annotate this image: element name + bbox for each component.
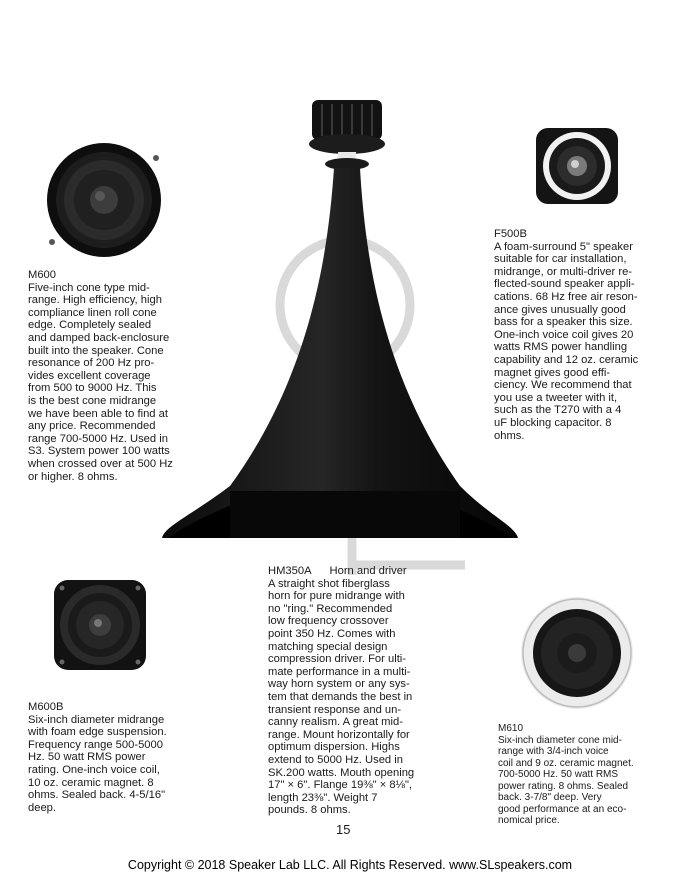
m600b-speaker-image	[52, 578, 148, 672]
hm350a-description: A straight shot fiberglass horn for pure midrange with no "ring." Recommended low frequency crossover point 350 Hz. Comes with matching special design compression driver. For ulti- mate performance in a multi- way horn system or any sys- tem that demands the best in transient response and un- canny realism. A great mid- range. Mount horizontally for optimum dispersion. Highs extend to 5000 Hz. Used in SK.200 watts. Mouth opening 17" × 6". Flange 19⅜" × 8⅛", length 23⅜". Weight 7 pounds. 8 ohms.	[268, 577, 415, 817]
m600b-description: Six-inch diameter midrange with foam edge suspension. Frequency range 500-5000 Hz. 50 watt RMS power rating. One-inch voice coil, 10 oz. ceramic magnet. 8 ohms. Sealed back. 4-5/16" deep.	[28, 713, 167, 814]
f500b-speaker-image	[534, 126, 620, 206]
m600b-model-name: M600B	[28, 701, 64, 713]
m600-speaker-image	[44, 142, 168, 260]
m600-description-block	[28, 269, 188, 483]
f500b-description-block	[494, 228, 650, 442]
m600b-description-block	[28, 701, 186, 814]
f500b-description: A foam-surround 5" speaker suitable for car installation, midrange, or multi-driver re- flected-sound speaker appli- cations. 68 Hz free air reson- ance gives unusually good bass for a speaker this size. One-inch voice coil gives 20 watts RMS power handling capability and 12 oz. ceramic magnet gives good effi- ciency. We recommend that you use a tweeter with it, such as the T270 with a 4 uF blocking capacitor. 8 ohms.	[494, 240, 639, 442]
m610-model-name: M610	[498, 723, 524, 734]
hm350a-subtitle: Horn and driver	[329, 565, 407, 577]
m610-description: Six-inch diameter cone mid- range with 3/4-inch voice coil and 9 oz. ceramic magnet. 700-5000 Hz. 50 watt RMS power rating. 8 ohms. Sealed back. 3-7/8" deep. Very good performance at an eco- nomical price.	[498, 734, 634, 826]
f500b-model-name: F500B	[494, 228, 527, 240]
m610-speaker-image	[518, 596, 636, 710]
hm350a-model-name: HM350A	[268, 565, 312, 577]
m610-description-block	[498, 723, 653, 827]
m600-model-name: M600	[28, 269, 56, 281]
hm350a-description-block	[268, 565, 428, 817]
hm350a-horn-image	[160, 96, 520, 544]
page-number: 15	[336, 822, 351, 837]
copyright-footer: Copyright © 2018 Speaker Lab LLC. All Rights Reserved. www.SLspeakers.com	[127, 858, 573, 872]
m600-description: Five-inch cone type mid- range. High efficiency, high compliance linen roll cone edge. Completely sealed and damped back-enclosure built into the speaker. Cone resonance of 200 Hz pro- vides excellent coverage from 500 to 9000 Hz. This is the best cone midrange we have been able to find at any price. Recommended range 700-5000 Hz. Used in S3. System power 100 watts when crossed over at 500 Hz or higher. 8 ohms.	[28, 281, 173, 483]
